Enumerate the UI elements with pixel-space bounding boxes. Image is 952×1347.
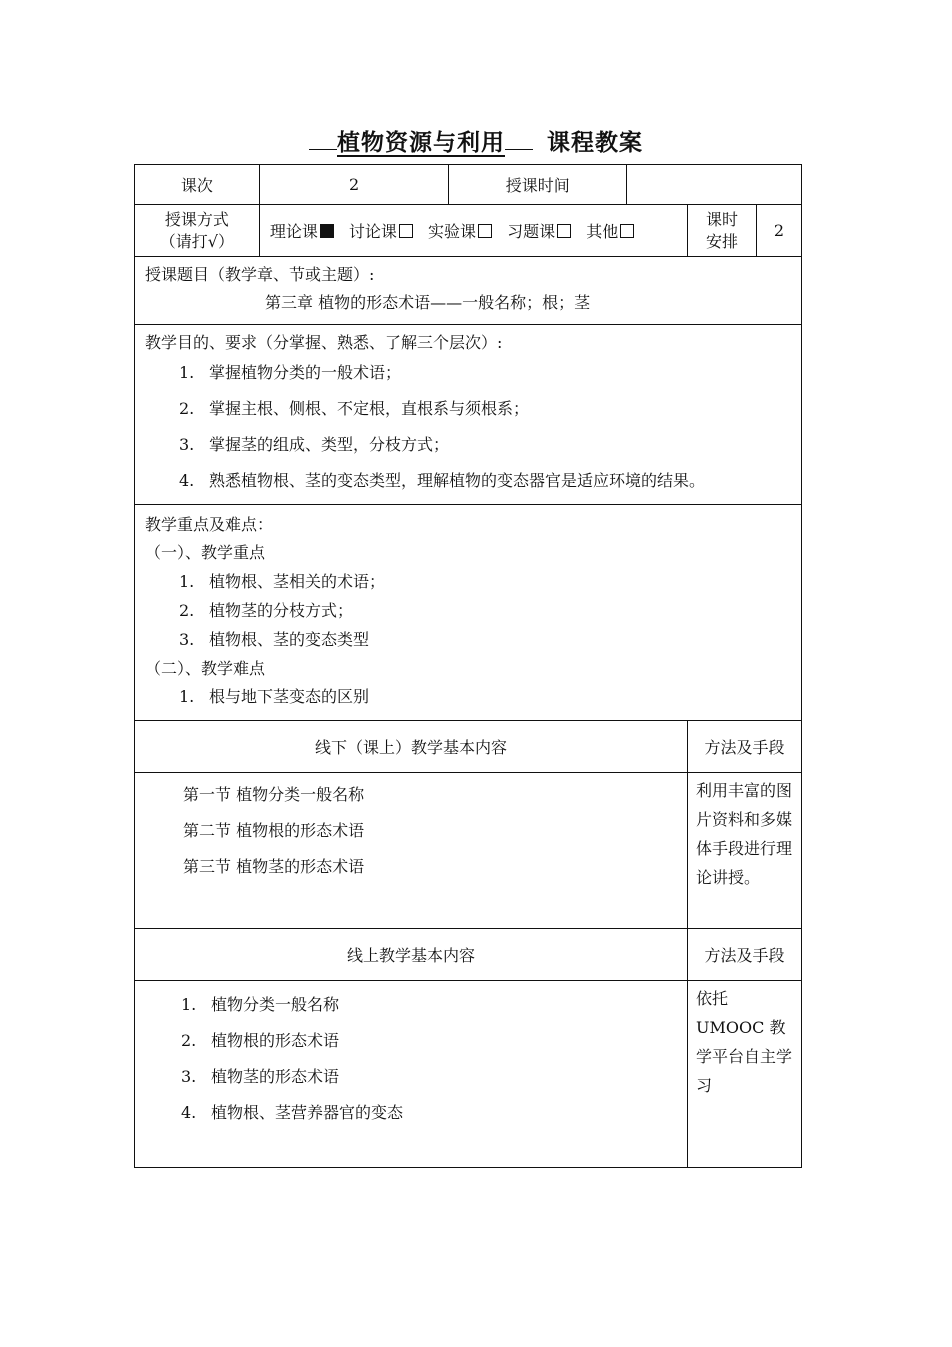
topic-heading: 授课题目（教学章、节或主题）: [145,265,375,284]
online-heading: 线上教学基本内容 [135,929,688,981]
aim-item: 3. 掌握茎的组成、类型，分枝方式； [179,434,450,454]
key-point-item: 3. 植物根、茎的变态类型 [179,629,370,649]
checkbox-empty-icon[interactable] [399,224,413,238]
lesson-label: 课次 [135,165,260,205]
focus-cell [135,504,802,721]
mode-option-exercise[interactable]: 习题课 [507,222,571,241]
mode-option-other[interactable]: 其他 [586,222,634,241]
mode-options [259,205,687,257]
topic-cell [135,257,802,325]
online-header-row [135,929,802,981]
checkbox-empty-icon[interactable] [478,224,492,238]
checkbox-empty-icon[interactable] [620,224,634,238]
offline-header-row [135,721,802,773]
focus-heading: 教学重点及难点： [145,514,274,534]
mode-row [135,205,802,257]
title-underline-trail [505,129,533,150]
hours-label: 课时 安排 [688,205,757,257]
mode-option-lab[interactable]: 实验课 [428,222,492,241]
online-content-cell [135,981,688,1168]
course-name: 植物资源与利用 [337,129,505,156]
offline-method-text: 利用丰富的图片资料和多媒体手段进行理论讲授。 [688,773,802,929]
section-item: 第二节 植物根的形态术语 [183,820,365,840]
mode-option-theory[interactable]: 理论课 [270,222,334,241]
topic-value: 第三章 植物的形态术语——一般名称；根；茎 [265,292,591,312]
mode-option-discussion[interactable]: 讨论课 [349,222,413,241]
checkbox-checked-icon[interactable] [320,224,334,238]
aims-row [135,324,802,504]
difficult-point-item: 1. 根与地下茎变态的区别 [179,687,370,707]
aims-heading: 教学目的、要求（分掌握、熟悉、了解三个层次）: [145,332,503,352]
aim-item: 4. 熟悉植物根、茎的变态类型，理解植物的变态器官是适应环境的结果。 [179,470,706,490]
key-point-item: 1. 植物根、茎相关的术语； [179,572,386,592]
lesson-row [135,165,802,205]
title-underline-lead [309,129,337,150]
checkbox-empty-icon[interactable] [557,224,571,238]
aim-item: 2. 掌握主根、侧根、不定根，直根系与须根系； [179,399,530,419]
offline-heading: 线下（课上）教学基本内容 [135,721,688,773]
online-item: 1. 植物分类一般名称 [181,995,340,1015]
mode-label: 授课方式 （请打√） [135,205,260,257]
key-points-heading: （一）、教学重点 [145,543,266,563]
lesson-value: 2 [259,165,449,205]
online-content-row [135,981,802,1168]
online-method-text: 依托 UMOOC 教学平台自主学习 [688,981,802,1168]
time-value [627,165,802,205]
online-method-heading: 方法及手段 [688,929,802,981]
time-label: 授课时间 [449,165,627,205]
section-item: 第三节 植物茎的形态术语 [183,856,365,876]
topic-row [135,257,802,325]
lesson-plan-table [134,164,802,1168]
online-item: 4. 植物根、茎营养器官的变态 [181,1102,404,1122]
offline-content-row [135,773,802,929]
difficult-points-heading: （二）、教学难点 [145,658,266,678]
offline-method-heading: 方法及手段 [688,721,802,773]
key-point-item: 2. 植物茎的分枝方式； [179,600,354,620]
offline-content-cell [135,773,688,929]
online-item: 2. 植物根的形态术语 [181,1030,340,1050]
page-title [0,124,952,157]
title-suffix: 课程教案 [547,129,643,156]
online-item: 3. 植物茎的形态术语 [181,1066,340,1086]
aim-item: 1. 掌握植物分类的一般术语； [179,363,402,383]
focus-row [135,504,802,721]
hours-value: 2 [756,205,801,257]
section-item: 第一节 植物分类一般名称 [183,785,365,805]
aims-cell [135,324,802,504]
